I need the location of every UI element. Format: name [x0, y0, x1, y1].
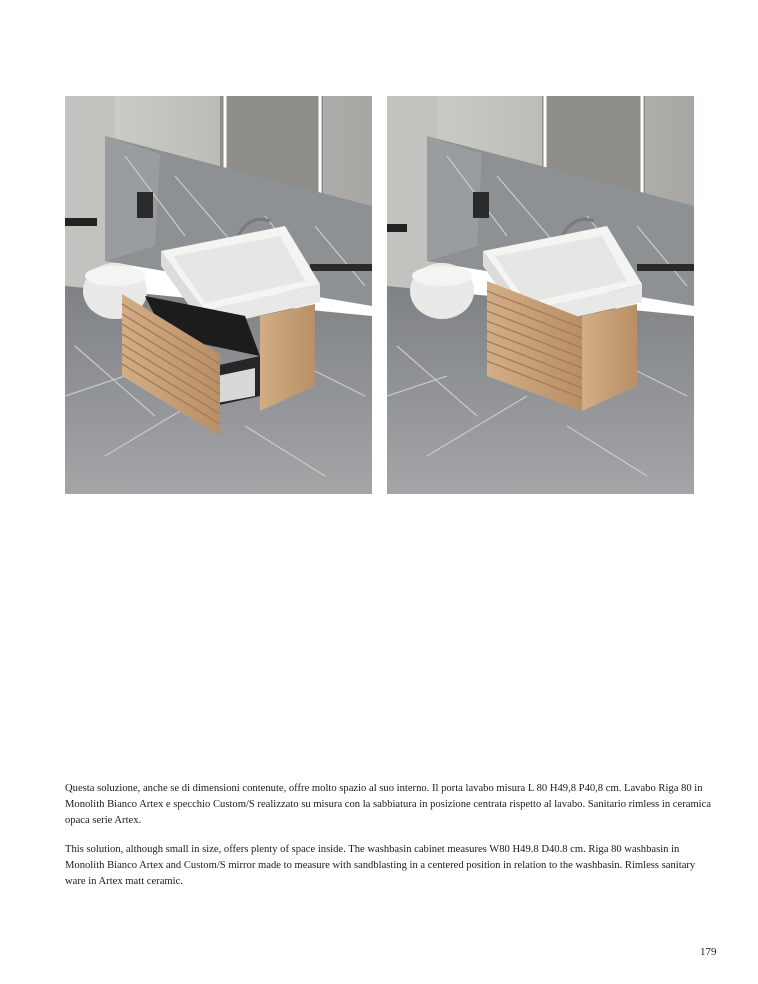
bathroom-photo-drawer-open — [65, 96, 372, 494]
flush-plate — [137, 192, 153, 218]
bathroom-photo-drawer-closed — [387, 96, 694, 494]
caption-english: This solution, although small in size, offers plenty of space inside. The washbasin cabinet measures W80 H49.8 D40.8 cm. Riga 80 washbasin in Monolith Bianco Artex and Custom/S mirror made to measure with sandblasting in a centered position in relation to the washbasin. Rimless sanitary ware in Artex matt ceramic. — [65, 844, 696, 888]
page-number: 179 — [700, 946, 717, 958]
bathroom-illustration-open — [65, 96, 372, 494]
caption-italian: Questa soluzione, anche se di dimensioni contenute, offre molto spazio al suo interno. Il porta lavabo misura L 80 H49,8 P40,8 cm. Lavabo Riga 80 in Monolith Bianco Artex e specchio Custom/S realizzato su misura con la sabbiatura in posizione centrata rispetto al lavabo. Sanitario rimless in ceramica opaca serie Artex. — [65, 783, 712, 827]
flush-plate — [473, 192, 489, 218]
bathroom-illustration-closed — [387, 96, 694, 494]
